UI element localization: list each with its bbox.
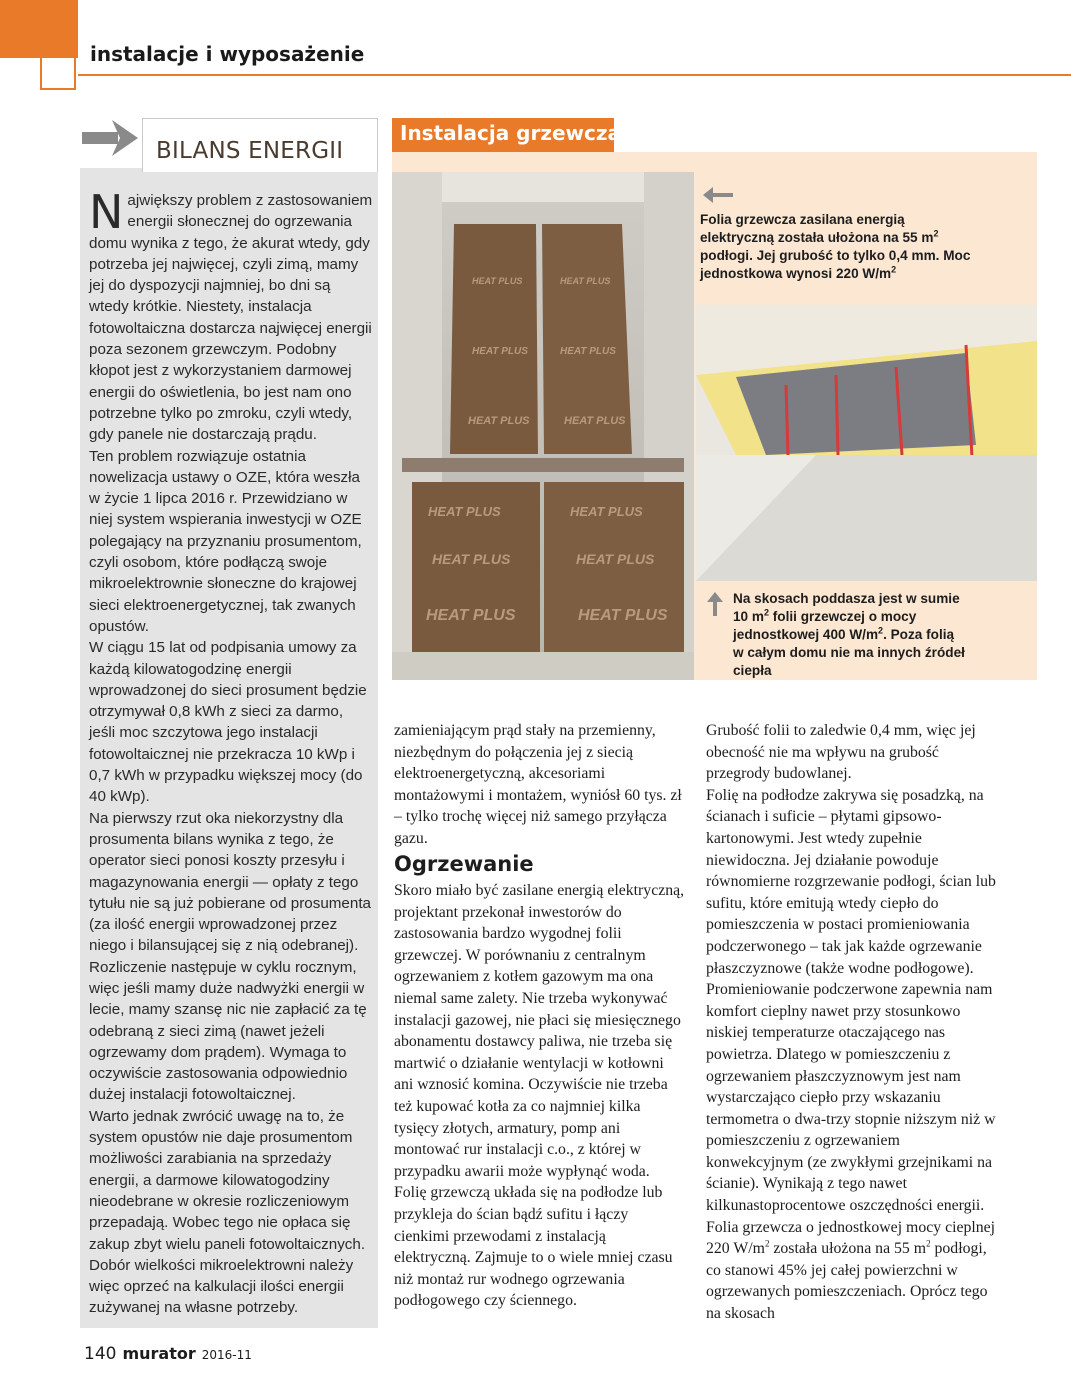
sidebar-title: BILANS ENERGII xyxy=(156,138,344,164)
infobox-badge-label: Instalacja grzewcza xyxy=(400,121,622,145)
sidebar-paragraph: Warto jednak zwrócić uwagę na to, że system opustów nie daje prosumentom możliwości zarabiania na sprzedaży energii, a darmowe kilowatogodziny nieodebrane w okresie rozliczeniowym przepadają. Wobec tego nie opłaca się zakup zbyt wielu paneli fotowoltaicznych. Dobór wielkości mikroelektrowni należy więc oprzeć na kalkulacji ilości energii zużywanej na własne potrzeby. xyxy=(89,1107,366,1317)
drop-cap: N xyxy=(89,185,124,239)
sidebar-body xyxy=(89,185,373,1319)
header-rule xyxy=(78,74,1071,76)
sidebar-paragraph: W ciągu 15 lat od podpisania umowy za każdą kilowatogodzinę energii wprowadzonej do sieci prosument będzie otrzymywał 0,8 kWh z sieci za darmo, jeśli moc szczytowa jego instalacji fotowoltaicznej nie przekracza 10 kWp i 0,7 kWh w przypadku większej mocy (do 40 kWp). xyxy=(89,639,367,806)
page-footer xyxy=(84,1344,252,1364)
issue-date: 2016-11 xyxy=(201,1348,252,1362)
svg-text:HEAT PLUS: HEAT PLUS xyxy=(570,504,643,519)
article-paragraph: Grubość folii to zaledwie 0,4 mm, więc jej obecność nie ma wpływu na grubość przegrody budowlanej. xyxy=(706,722,976,783)
article-paragraph: Folię grzewczą układa się na podłodze lub przykleja do ścian bądź sufitu i łączy cienkimi przewodami z instalacją elektryczną. Zajmuje to o wiele mniej czasu niż montaż rur wodnego ogrzewania podłogowego czy ściennego. xyxy=(394,1184,673,1310)
svg-text:HEAT PLUS: HEAT PLUS xyxy=(576,551,655,567)
svg-text:HEAT PLUS: HEAT PLUS xyxy=(426,607,516,624)
sidebar-paragraph-text: ajwiększy problem z zastosowaniem energii słonecznej do ogrzewania domu wynika z tego, że akurat wtedy, gdy potrzeba jej najwięcej, czyli zimą, mamy jej do dyspozycji najmniej, bo dni są wtedy krótkie. Niestety, instalacja fotowoltaiczna dostarcza najwięcej energii poza sezonem grzewczym. Podobny kłopot jest z wykorzystaniem darmowej energii do oświetlenia, bo jest nam ono potrzebne tylko po zmroku, czyli wtedy, gdy panele nie dostarczają prądu. xyxy=(89,192,373,444)
section-title: instalacje i wyposażenie xyxy=(90,42,365,66)
svg-text:HEAT PLUS: HEAT PLUS xyxy=(560,346,616,357)
sidebar-paragraph: Rozliczenie następuje w cyklu rocznym, więc jeśli mamy duże nadwyżki energii w lecie, mamy szansę nic nie zapłacić za tę odebraną z sieci zimą (nawet jeżeli ogrzewamy dom prądem). Wymaga to oczywiście zastosowania odpowiednio dużej instalacji fotowoltaicznej. xyxy=(89,958,367,1104)
page-number: 140 xyxy=(84,1344,117,1364)
arrow-left-icon xyxy=(703,185,733,205)
sidebar-paragraph: Ten problem rozwiązuje ostatnia nowelizacja ustawy o OZE, która weszła w życie 1 lipca 2016 r. Przewidziano w niej system wspierania inwestycji w OZE polegający na przyznaniu prosumentom, czyli osobom, które podłączą swoje mikroelektrownie słoneczne do krajowej sieci elektroenergetycznej, tak zwanych opustów. xyxy=(89,447,362,635)
svg-text:HEAT PLUS: HEAT PLUS xyxy=(560,276,611,286)
sidebar-paragraph: Na pierwszy rzut oka niekorzystny dla prosumenta bilans wynika z tego, że operator sieci ponosi koszty przesyłu i magazynowania energii — opłaty z tego tytułu nie są już pobierane od prosumenta (za ilość energii wprowadzonej przez niego i bilansującej się z nią odebranej). xyxy=(89,809,371,955)
sidebar-paragraph xyxy=(89,185,373,446)
article-column-middle xyxy=(394,880,686,1312)
photo-floor-heating-foil xyxy=(392,172,694,680)
article-paragraph: Folię na podłodze zakrywa się posadzką, na ścianach i suficie – płytami gipsowo-kartonowymi. Jest wtedy zupełnie niewidoczna. Jej działanie powoduje równomierne rozgrzewanie podłogi, ścian lub sufitu, które emitują wtedy ciepło do pomieszczenia w postaci promieniowania podczerwonego – tak jak każde ogrzewanie płaszczyznowe (także wodne podłogowe). Promieniowanie podczerwone zapewnia nam komfort cieplny nawet przy stosunkowo niskiej temperaturze otaczającego nas powietrza. Dlatego w pomieszczeniu z ogrzewaniem płaszczyznowym jest nam wystarczająco ciepło przy wskazaniu termometra o dwa-trzy stopnie niższym niż w pomieszczeniu z ogrzewaniem konwekcyjnym (ze zwykłymi grzejnikami na ścianie). Wynikają z tego nawet kilkunastoprocentowe oszczędności energii. xyxy=(706,786,996,1215)
article-paragraph: Folia grzewcza o jednostkowej mocy cieplnej 220 $W/m^2$ została ułożona na 55 $m^2$ podłogi, co stanowi 45% jej całej powierzchni w ogrzewanych pomieszczeniach. Oprócz tego na skosach xyxy=(706,1218,996,1323)
article-column-right xyxy=(706,720,998,1325)
svg-text:HEAT PLUS: HEAT PLUS xyxy=(472,276,523,286)
article-paragraph: zamieniającym prąd stały na przemienny, niezbędnym do połączenia jej z siecią elektroenergetyczną, akcesoriami montażowymi i montażem, wyniósł 60 tys. zł – tylko trochę więcej niż samego przyłącza gazu. xyxy=(394,722,682,847)
svg-text:HEAT PLUS: HEAT PLUS xyxy=(578,607,668,624)
svg-text:HEAT PLUS: HEAT PLUS xyxy=(432,551,511,567)
arrow-right-icon xyxy=(82,120,138,156)
caption-floor-photo: Folia grzewcza zasilana energią elektryczną została ułożona na 55 $m^2$ podłogi. Jej grubość to tylko 0,4 mm. Moc jednostkowa wynosi 220 $W/m^2$ xyxy=(700,212,971,281)
svg-text:HEAT PLUS: HEAT PLUS xyxy=(468,415,530,427)
article-heading: Ogrzewanie xyxy=(394,852,534,876)
header-corner-square xyxy=(40,56,76,90)
header-corner-block xyxy=(0,0,78,58)
caption-roof-photo: Na skosach poddasza jest w sumie 10 $m^2$ folii grzewczej o mocy jednostkowej 400 $W/m^2$. Poza folią w całym domu nie ma innych źródeł ciepła xyxy=(733,591,965,678)
svg-text:HEAT PLUS: HEAT PLUS xyxy=(428,504,501,519)
svg-text:HEAT PLUS: HEAT PLUS xyxy=(564,415,626,427)
photo-roof-heating-foil xyxy=(696,305,1037,581)
magazine-name: murator xyxy=(122,1344,196,1363)
article-paragraph: Skoro miało być zasilane energią elektryczną, projektant przekonał inwestorów do zastosowania bardzo wygodnej folii grzewczej. W porównaniu z centralnym ogrzewaniem z kotłem gazowym ma ona niemal same zalety. Nie trzeba wykonywać instalacji gazowej, nie płaci się miesięcznego abonamentu dostawcy paliwa, nie trzeba się martwić o działanie wentylacji w kotłowni ani wznosić komina. Oczywiście nie trzeba też kupować kotła za co najmniej kilka tysięcy złotych, armatury, pomp ani montować rur instalacji c.o., z której w przypadku awarii może wypłynąć woda. xyxy=(394,882,685,1180)
svg-text:HEAT PLUS: HEAT PLUS xyxy=(472,346,528,357)
arrow-up-icon xyxy=(705,592,725,616)
